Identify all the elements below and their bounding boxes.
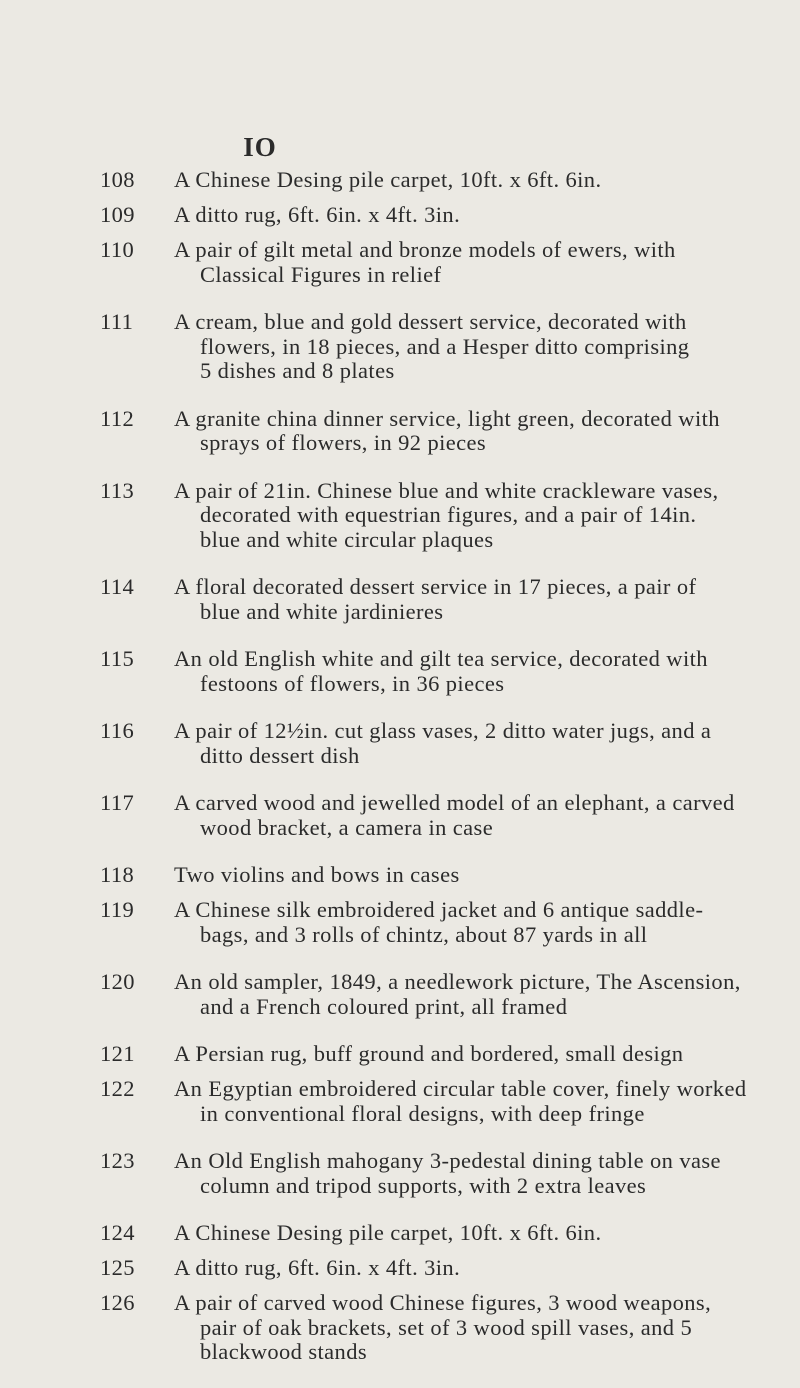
lot-description	[174, 575, 800, 624]
lot-number: 116	[100, 718, 135, 743]
lot-number: 111	[100, 309, 134, 334]
lot-description-line: wood bracket, a camera in case	[200, 814, 494, 840]
lot-description-line: 5 dishes and 8 plates	[200, 358, 395, 383]
lot-description-line: decorated with equestrian figures, and a pair of 14in.	[200, 502, 697, 527]
lot-description-line: A ditto rug, 6ft. 6in. x 4ft. 3in.	[174, 202, 461, 227]
lot-entry	[0, 1042, 800, 1067]
lot-description-line: A carved wood and jewelled model of an elephant, a carved	[174, 790, 735, 815]
lot-description-line: An old sampler, 1849, a needlework picture, The Ascension,	[174, 969, 741, 994]
lot-description-line: festoons of flowers, in 36 pieces	[200, 670, 505, 696]
lot-description-line: An old English white and gilt tea service, decorated with	[174, 646, 708, 671]
lot-number: 110	[100, 237, 135, 262]
lot-entry	[0, 898, 800, 947]
lot-entry	[0, 203, 800, 228]
lot-description-line: An Old English mahogany 3-pedestal dining table on vase	[174, 1148, 721, 1173]
lot-number: 126	[100, 1290, 135, 1315]
lot-number: 122	[100, 1076, 135, 1101]
lot-description	[174, 1221, 800, 1246]
lot-description-line: A Chinese Desing pile carpet, 10ft. x 6ft. 6in.	[174, 1220, 602, 1245]
lot-description	[174, 238, 800, 287]
lot-entry	[0, 1077, 800, 1126]
lot-description	[174, 898, 800, 947]
lot-entry	[0, 238, 800, 287]
lot-entry	[0, 479, 800, 553]
lot-description-line: A pair of gilt metal and bronze models of ewers, with	[174, 237, 676, 262]
lot-description	[174, 719, 800, 768]
lot-description-line: pair of oak brackets, set of 3 wood spill vases, and 5	[200, 1314, 693, 1340]
lot-description-line: A cream, blue and gold dessert service, decorated with	[174, 309, 687, 334]
lot-description	[174, 203, 800, 228]
lot-description	[174, 863, 800, 888]
lot-description	[174, 407, 800, 456]
lot-number: 123	[100, 1148, 135, 1173]
lot-entry	[0, 407, 800, 456]
lot-number: 108	[100, 167, 135, 192]
lot-description	[174, 168, 800, 193]
lot-entry	[0, 863, 800, 888]
page-number: IO	[243, 132, 277, 162]
lot-entry	[0, 575, 800, 624]
lot-description-line: and a French coloured print, all framed	[200, 993, 568, 1019]
lot-description-line: A ditto rug, 6ft. 6in. x 4ft. 3in.	[174, 1255, 461, 1280]
lot-number: 118	[100, 862, 135, 887]
lot-number: 119	[100, 897, 135, 922]
lot-description-line: Two violins and bows in cases	[174, 862, 460, 887]
lot-number: 113	[100, 477, 135, 503]
lot-description-line: A pair of carved wood Chinese figures, 3 wood weapons,	[174, 1290, 712, 1315]
lot-number: 125	[100, 1255, 135, 1280]
lot-description-line: blue and white circular plaques	[200, 526, 494, 552]
lot-number: 121	[100, 1041, 135, 1066]
lot-number: 120	[100, 969, 135, 994]
lot-entry	[0, 647, 800, 696]
lot-entry	[0, 970, 800, 1019]
lot-description-line: in conventional floral designs, with deep fringe	[200, 1100, 645, 1126]
lot-description	[174, 647, 800, 696]
lot-entry	[0, 1291, 800, 1365]
lot-entry	[0, 791, 800, 840]
lot-number: 124	[100, 1220, 135, 1245]
lot-description	[174, 1042, 800, 1067]
lot-description-line: A Persian rug, buff ground and bordered, small design	[174, 1041, 684, 1066]
lot-description-line: A pair of 21in. Chinese blue and white crackleware vases,	[174, 477, 719, 503]
lot-description-line: column and tripod supports, with 2 extra leaves	[200, 1172, 647, 1198]
lot-entry	[0, 168, 800, 193]
lot-description-line: A granite china dinner service, light green, decorated with	[174, 405, 720, 431]
lot-description	[174, 310, 800, 384]
lot-entry	[0, 1221, 800, 1246]
lot-description-line: blue and white jardinieres	[200, 598, 444, 624]
lot-description	[174, 970, 800, 1019]
lot-entry	[0, 719, 800, 768]
lot-number: 112	[100, 405, 135, 431]
lot-description-line: bags, and 3 rolls of chintz, about 87 yards in all	[200, 921, 648, 947]
lot-description-line: A pair of 12½in. cut glass vases, 2 ditto water jugs, and a	[174, 718, 712, 743]
lot-description-line: Classical Figures in relief	[200, 261, 442, 287]
lot-number: 109	[100, 202, 135, 227]
lot-description-line: flowers, in 18 pieces, and a Hesper ditto comprising	[200, 333, 690, 359]
lot-description-line: A Chinese silk embroidered jacket and 6 antique saddle-	[174, 897, 704, 922]
lot-description	[174, 1291, 800, 1365]
lot-entry	[0, 310, 800, 384]
lot-description-line: blackwood stands	[200, 1339, 367, 1364]
lot-description	[174, 791, 800, 840]
lot-number: 115	[100, 646, 135, 671]
lot-description	[174, 1256, 800, 1281]
lot-description	[174, 1149, 800, 1198]
lot-number: 117	[100, 790, 135, 815]
lot-description-line: A floral decorated dessert service in 17 pieces, a pair of	[174, 574, 697, 599]
lot-description-line: An Egyptian embroidered circular table cover, finely worked	[174, 1076, 747, 1101]
lot-description-line: ditto dessert dish	[200, 742, 360, 768]
lot-entry	[0, 1149, 800, 1198]
lot-list	[0, 168, 800, 1388]
lot-number: 114	[100, 574, 135, 599]
lot-description-line: A Chinese Desing pile carpet, 10ft. x 6ft. 6in.	[174, 167, 602, 192]
lot-description	[174, 479, 800, 553]
lot-description-line: sprays of flowers, in 92 pieces	[200, 430, 487, 455]
lot-description	[174, 1077, 800, 1126]
lot-entry	[0, 1256, 800, 1281]
